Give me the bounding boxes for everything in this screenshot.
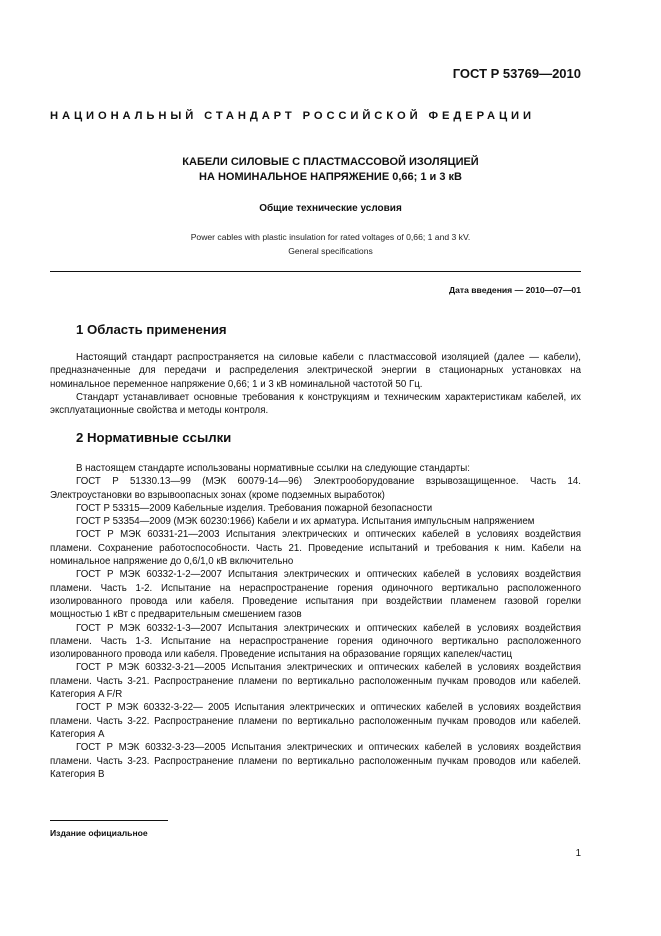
introduction-date: Дата введения — 2010—07—01: [448, 285, 581, 295]
reference-item: ГОСТ Р МЭК 60332-3-22— 2005 Испытания электрических и оптических кабелей в условиях воздействия пламени. Часть 3-22. Распространение пламени по вертикально расположенным пучкам проводов или кабелей. Категория А: [50, 702, 581, 740]
paragraph: В настоящем стандарте использованы нормативные ссылки на следующие стандарты:: [76, 463, 470, 474]
reference-item: ГОСТ Р 51330.13—99 (МЭК 60079-14—96) Электрооборудование взрывозащищенное. Часть 14. Электроустановки во взрывоопасных зонах (кроме подземных выработок): [50, 476, 581, 501]
gost-id: ГОСТ Р 53769—2010: [452, 66, 581, 81]
section-2-body: [50, 462, 581, 781]
reference-item: ГОСТ Р МЭК 60331-21—2003 Испытания электрических и оптических кабелей в условиях воздействия пламени. Сохранение работоспособности. Часть 21. Проведение испытаний и требования к ним. Кабели на номинальное напряжение до 0,6/1,0 кВ включительно: [50, 529, 581, 568]
title-line-1: КАБЕЛИ СИЛОВЫЕ С ПЛАСТМАССОВОЙ ИЗОЛЯЦИЕЙ: [182, 156, 479, 168]
english-title-line-2: General specifications: [288, 246, 373, 256]
paragraph: Настоящий стандарт распространяется на силовые кабели с пластмассовой изоляцией (далее — кабели), предназначенные для передачи и распределения электрической энергии в стационарных установках на номинальное переменное напряжение 0,66; 1 и 3 кВ номинальной частотой 50 Гц.: [50, 352, 581, 390]
footer-divider: [50, 820, 168, 821]
english-title-line-1: Power cables with plastic insulation for rated voltages of 0,66; 1 and 3 kV.: [190, 232, 471, 242]
reference-item: ГОСТ Р 53315—2009 Кабельные изделия. Требования пожарной безопасности: [76, 502, 433, 514]
document-subtitle: Общие технические условия: [259, 203, 402, 214]
paragraph: Стандарт устанавливает основные требования к конструкциям и техническим характеристикам кабелей, их эксплуатационные свойства и методы контроля.: [50, 391, 581, 417]
reference-item: ГОСТ Р МЭК 60332-3-23—2005 Испытания электрических и оптических кабелей в условиях воздействия пламени. Часть 3-23. Распространение пламени по вертикально расположенным пучкам проводов или кабелей. Категория В: [50, 742, 581, 780]
national-standard-banner: НАЦИОНАЛЬНЫЙ СТАНДАРТ РОССИЙСКОЙ ФЕДЕРАЦИИ: [50, 110, 535, 122]
title-line-2: НА НОМИНАЛЬНОЕ НАПРЯЖЕНИЕ 0,66; 1 и 3 кВ: [199, 171, 462, 183]
document-title: [80, 155, 581, 185]
english-title: [80, 230, 581, 258]
reference-item: ГОСТ Р МЭК 60332-3-21—2005 Испытания электрических и оптических кабелей в условиях воздействия пламени. Часть 3-21. Распространение пламени по вертикально расположенным пучкам проводов или кабелей. Категория A F/R: [50, 662, 581, 701]
section-1-body: [50, 351, 581, 417]
reference-item: ГОСТ Р МЭК 60332-1-2—2007 Испытания электрических и оптических кабелей в условиях воздействия пламени. Часть 1-2. Испытание на нераспространение горения одиночного вертикально расположенного изолированного провода или кабеля. Проведение испытания при воздействии пламенем газовой горелки мощностью 1 кВт с предварительным смешением газов: [50, 569, 581, 621]
title-divider: [50, 271, 581, 272]
reference-item: ГОСТ Р МЭК 60332-1-3—2007 Испытания электрических и оптических кабелей в условиях воздействия пламени. Часть 1-3. Испытание на нераспространение горения одиночного вертикально расположенного изолированного провода или кабеля. Проведение испытания на образование горящих капелек/частиц: [50, 622, 581, 661]
official-edition-label: Издание официальное: [50, 828, 148, 838]
section-2-heading: 2 Нормативные ссылки: [76, 430, 232, 445]
page-number: 1: [575, 848, 581, 859]
reference-item: ГОСТ Р 53354—2009 (МЭК 60230:1966) Кабели и их арматура. Испытания импульсным напряжением: [76, 516, 535, 528]
section-1-heading: 1 Область применения: [76, 322, 227, 337]
